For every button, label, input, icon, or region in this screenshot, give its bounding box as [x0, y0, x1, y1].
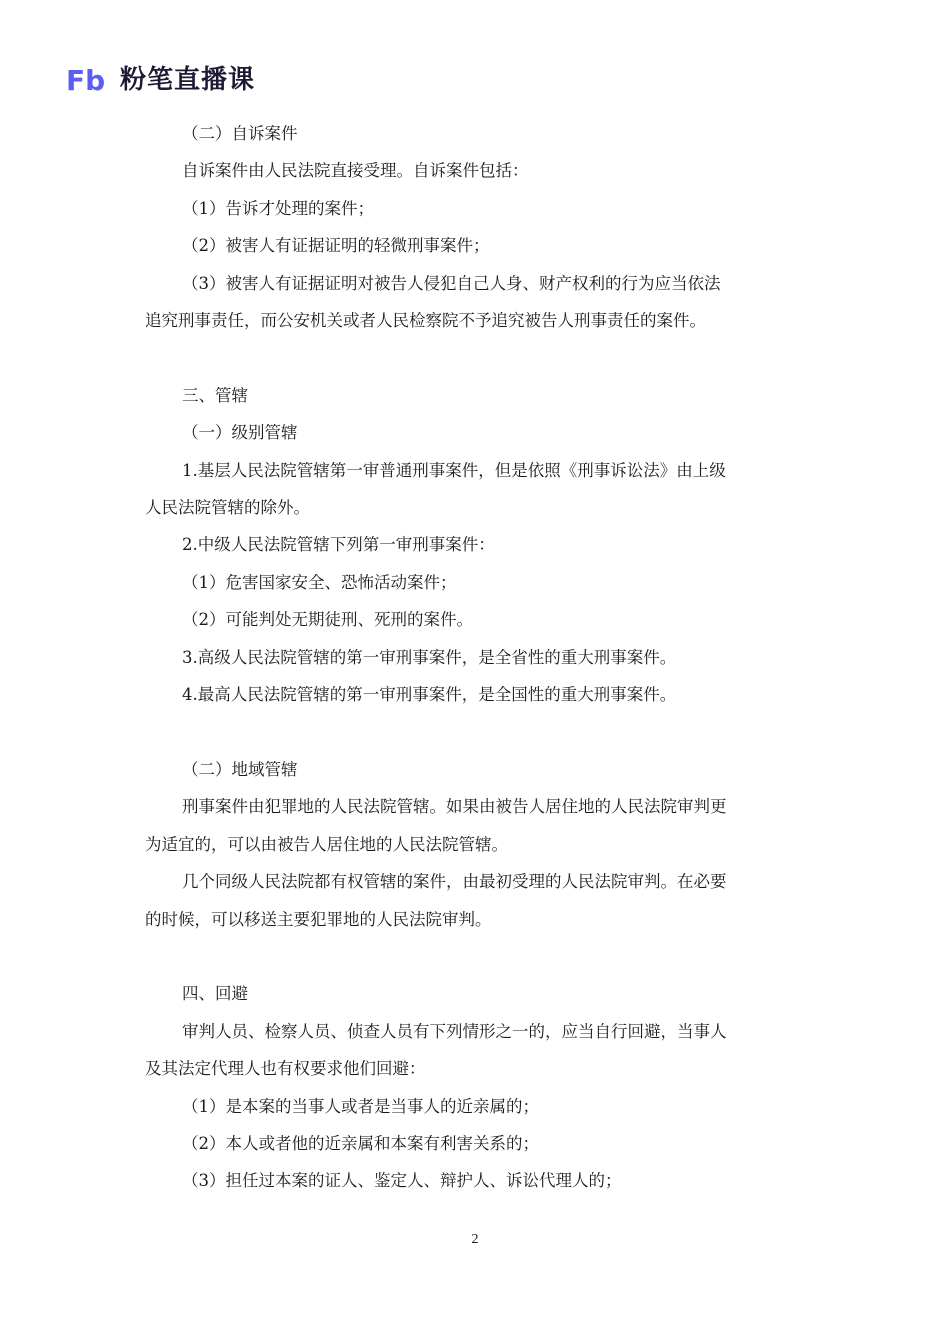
paragraph-gap	[145, 713, 809, 750]
list-item: （2）本人或者他的近亲属和本案有利害关系的；	[182, 1133, 539, 1153]
paragraph: 2.中级人民法院管辖下列第一审刑事案件：	[182, 535, 495, 555]
section-heading-jurisdiction: 三、管辖	[182, 385, 248, 405]
paragraph: 自诉案件由人民法院直接受理。自诉案件包括：	[182, 161, 529, 181]
paragraph: 几个同级人民法院都有权管辖的案件，由最初受理的人民法院审判。在必要	[182, 872, 727, 892]
brand-name: 粉笔直播课	[120, 65, 256, 95]
fb-logo-icon	[66, 65, 112, 95]
list-item: （1）是本案的当事人或者是当事人的近亲属的；	[182, 1096, 539, 1116]
list-item-continuation: 追究刑事责任，而公安机关或者人民检察院不予追究被告人刑事责任的案件。	[145, 311, 706, 331]
list-item: （2）可能判处无期徒刑、死刑的案件。	[182, 610, 473, 630]
subheading-territorial-jurisdiction: （二）地域管辖	[182, 759, 298, 779]
subheading-private-prosecution: （二）自诉案件	[182, 124, 298, 143]
paragraph: 3.高级人民法院管辖的第一审刑事案件，是全省性的重大刑事案件。	[182, 647, 677, 667]
paragraph-continuation: 的时候，可以移送主要犯罪地的人民法院审判。	[145, 909, 492, 929]
svg-text:Fb: Fb	[66, 65, 106, 95]
paragraph: 审判人员、检察人员、侦查人员有下列情形之一的，应当自行回避，当事人	[182, 1021, 727, 1041]
paragraph: 4.最高人民法院管辖的第一审刑事案件，是全国性的重大刑事案件。	[182, 685, 677, 705]
paragraph-gap	[145, 938, 809, 975]
section-heading-recusal: 四、回避	[182, 984, 248, 1004]
paragraph-continuation: 为适宜的，可以由被告人居住地的人民法院管辖。	[145, 834, 508, 854]
page-number: 2	[471, 1232, 479, 1247]
list-item: （2）被害人有证据证明的轻微刑事案件；	[182, 236, 490, 256]
list-item: （1）告诉才处理的案件；	[182, 198, 374, 218]
paragraph-gap	[145, 339, 809, 376]
paragraph-continuation: 人民法院管辖的除外。	[145, 498, 310, 518]
paragraph: 1.基层人民法院管辖第一审普通刑事案件，但是依照《刑事诉讼法》由上级	[182, 460, 726, 480]
list-item: （1）危害国家安全、恐怖活动案件；	[182, 572, 457, 592]
paragraph: 刑事案件由犯罪地的人民法院管辖。如果由被告人居住地的人民法院审判更	[182, 797, 727, 817]
list-item: （3）被害人有证据证明对被告人侵犯自己人身、财产权利的行为应当依法	[182, 273, 721, 293]
document-body	[145, 115, 809, 1200]
subheading-level-jurisdiction: （一）级别管辖	[182, 423, 298, 443]
list-item: （3）担任过本案的证人、鉴定人、辩护人、诉讼代理人的；	[182, 1171, 622, 1191]
brand-logo	[66, 60, 255, 100]
paragraph-continuation: 及其法定代理人也有权要求他们回避：	[145, 1059, 426, 1079]
